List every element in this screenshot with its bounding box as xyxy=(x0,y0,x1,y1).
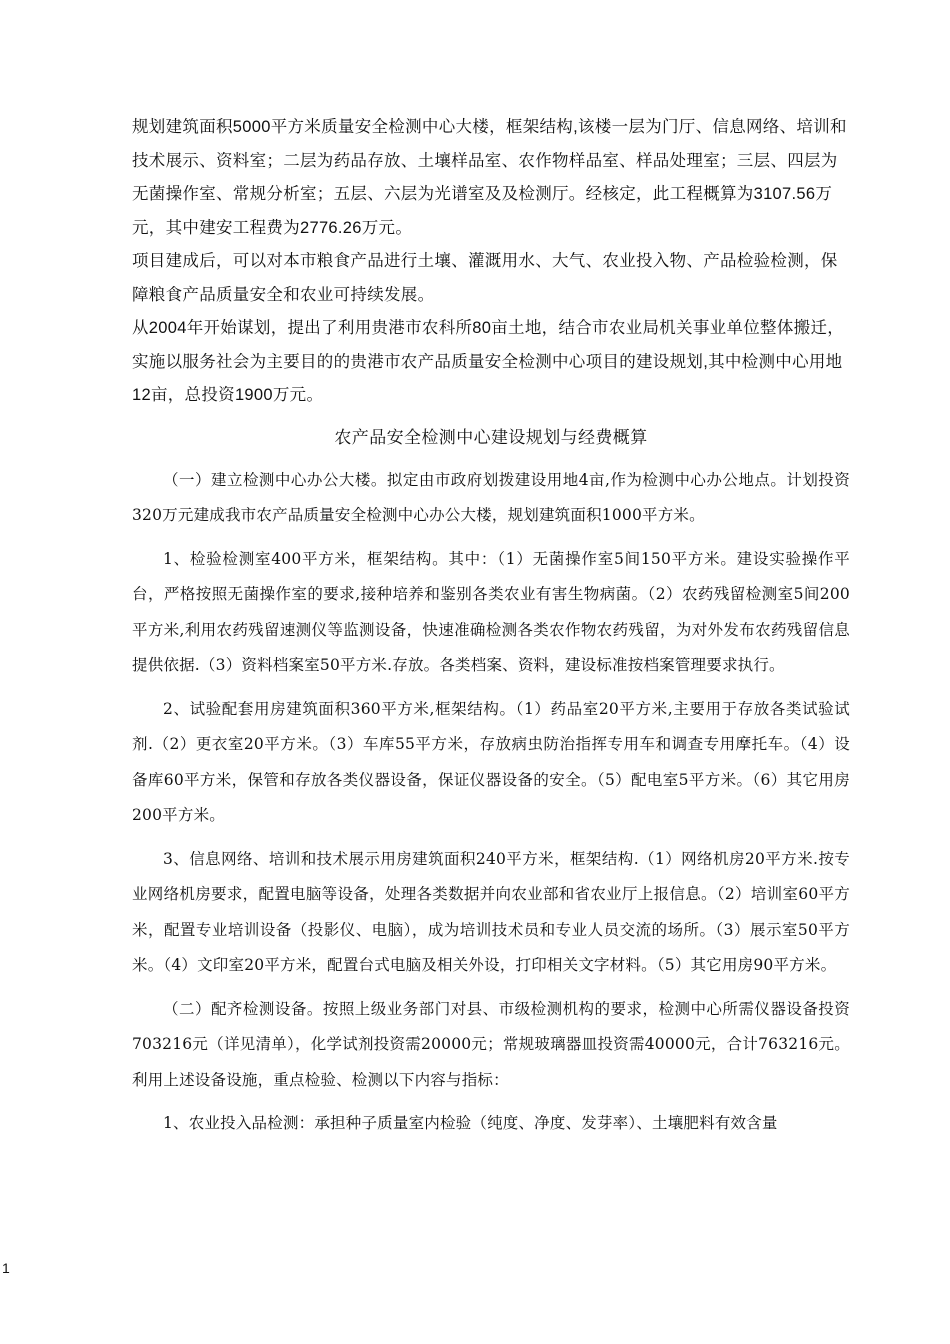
body-paragraph-5: （二）配齐检测设备。按照上级业务部门对县、市级检测机构的要求，检测中心所需仪器设备投资703216元（详见清单），化学试剂投资需20000元；常规玻璃器皿投资需40000元，合计763216元。利用上述设备设施，重点检验、检测以下内容与指标： xyxy=(132,999,850,1089)
intro-paragraph-2: 项目建成后，可以对本市粮食产品进行土壤、灌溉用水、大气、农业投入物、产品检验检测，保障粮食产品质量安全和农业可持续发展。 xyxy=(132,252,838,304)
body-paragraph-6: 1、农业投入品检测：承担种子质量室内检验（纯度、净度、发芽率）、土壤肥料有效含量 xyxy=(163,1114,778,1132)
body-paragraph-2: 1、检验检测室400平方米，框架结构。其中：（1）无菌操作室5间150平方米。建设实验操作平台，严格按照无菌操作室的要求,接种培养和鉴别各类农业有害生物病菌。（2）农药残留检测室5间200平方米,利用农药残留速测仪等监测设备，快速准确检测各类农作物农药残留，为对外发布农药残留信息提供依据.（3）资料档案室50平方米.存放。各类档案、资料，建设标准按档案管理要求执行。 xyxy=(132,549,850,674)
document-content xyxy=(132,111,850,1142)
body-paragraph-3: 2、试验配套用房建筑面积360平方米,框架结构。（1）药品室20平方米,主要用于存放各类试验试剂.（2）更衣室20平方米。（3）车库55平方米，存放病虫防治指挥专用车和调查专用摩托车。（4）设备库60平方米，保管和存放各类仪器设备，保证仪器设备的安全。（5）配电室5平方米。（6）其它用房200平方米。 xyxy=(132,699,850,824)
body-paragraph-4: 3、信息网络、培训和技术展示用房建筑面积240平方米，框架结构.（1）网络机房20平方米.按专业网络机房要求，配置电脑等设备，处理各类数据并向农业部和省农业厅上报信息。（2）培训室60平方米，配置专业培训设备（投影仪、电脑），成为培训技术员和专业人员交流的场所。（3）展示室50平方米。（4）文印室20平方米，配置台式电脑及相关外设，打印相关文字材料。（5）其它用房90平方米。 xyxy=(132,849,850,974)
intro-paragraph-1: 规划建筑面积5000平方米质量安全检测中心大楼，框架结构,该楼一层为门厅、信息网络、培训和技术展示、资料室；二层为药品存放、土壤样品室、农作物样品室、样品处理室；三层、四层为无菌操作室、常规分析室；五层、六层为光谱室及及检测厅。经核定，此工程概算为3107.56万元，其中建安工程费为2776.26万元。 xyxy=(132,118,847,237)
section-title: 农产品安全检测中心建设规划与经费概算 xyxy=(334,427,648,448)
body-paragraph-1: （一）建立检测中心办公大楼。拟定由市政府划拨建设用地4亩,作为检测中心办公地点。计划投资320万元建成我市农产品质量安全检测中心办公大楼，规划建筑面积1000平方米。 xyxy=(132,470,850,524)
intro-paragraph-3: 从2004年开始谋划，提出了利用贵港市农科所80亩土地，结合市农业局机关事业单位整体搬迁，实施以服务社会为主要目的的贵港市农产品质量安全检测中心项目的建设规划,其中检测中心用地12亩，总投资1900万元。 xyxy=(132,319,845,404)
page-number: 1 xyxy=(2,1260,10,1276)
